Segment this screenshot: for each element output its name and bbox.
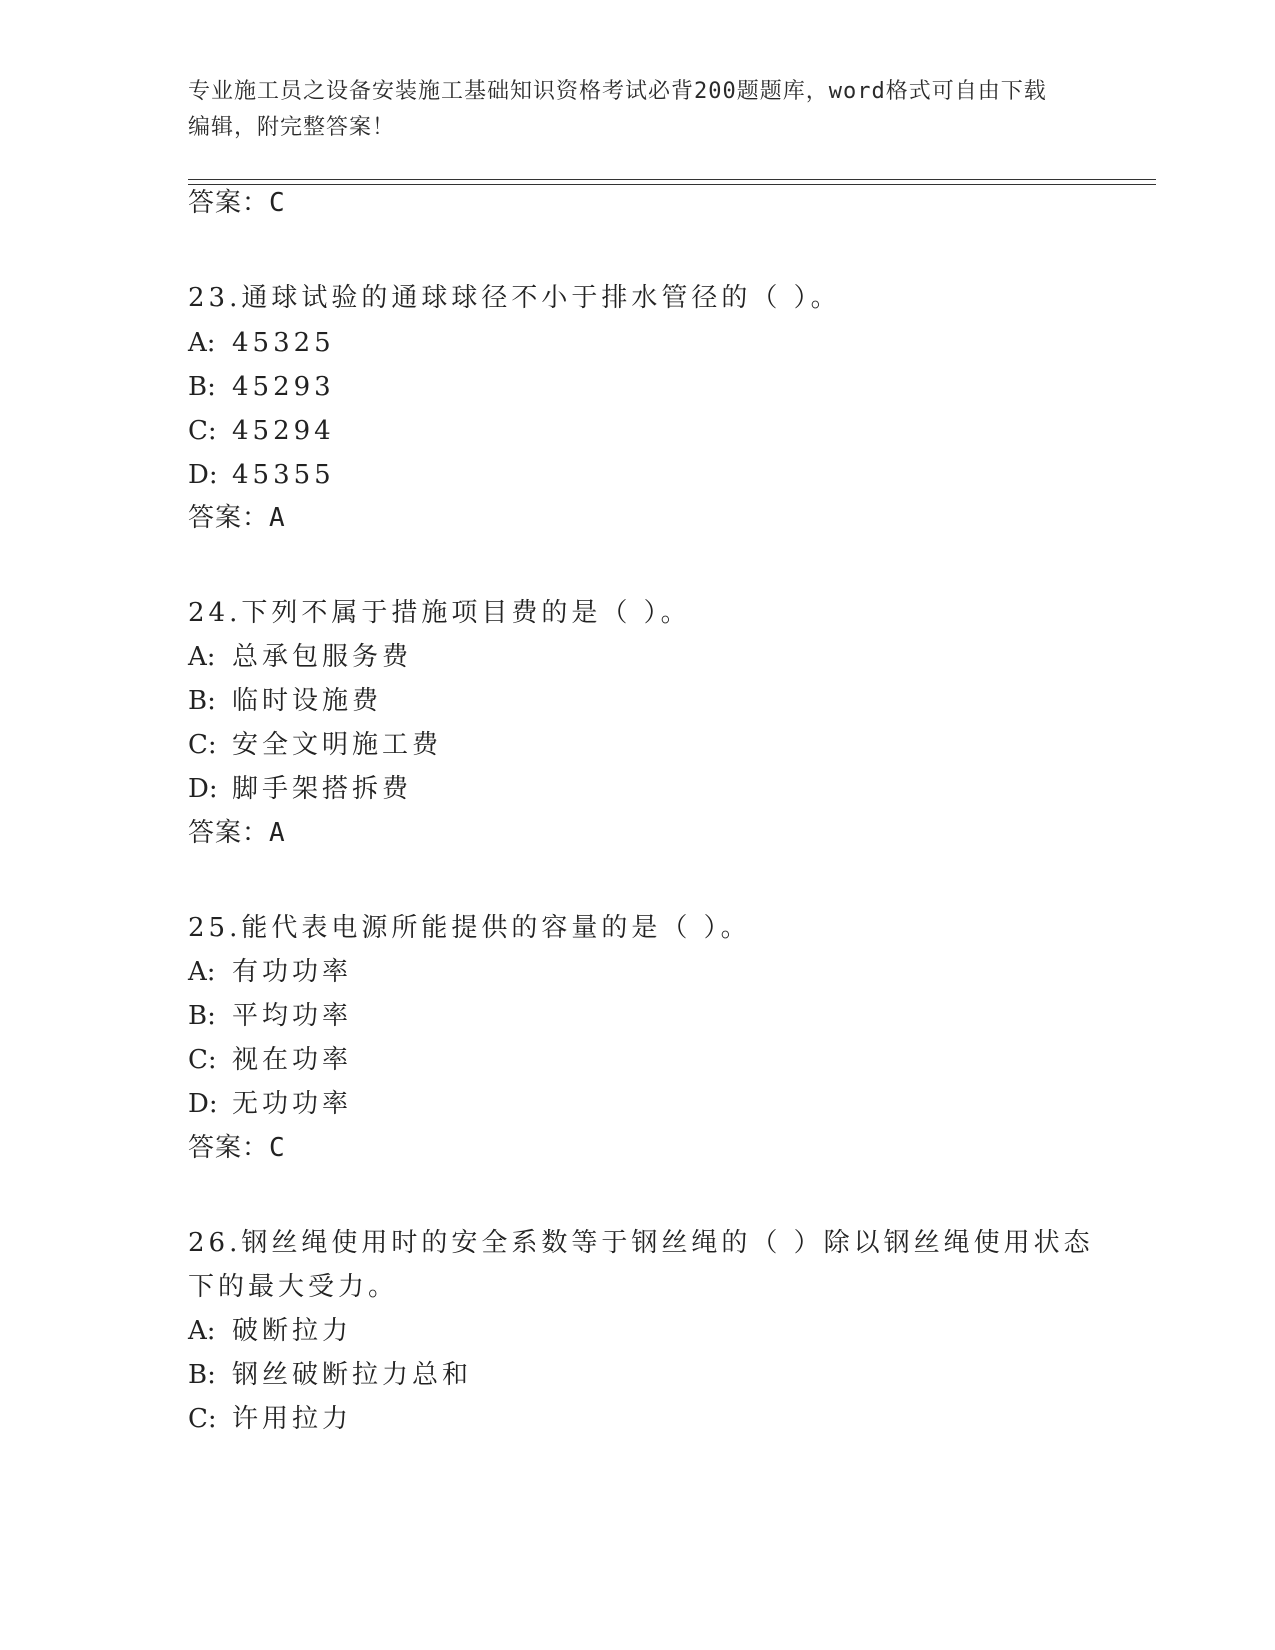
option-text: 45325 [232, 328, 335, 358]
option-c [188, 1402, 352, 1436]
option-b [188, 1358, 472, 1392]
option-key: A: [188, 642, 216, 672]
option-text: 45293 [232, 372, 335, 402]
question-text-continued: 下的最大受力。 [188, 1272, 399, 1302]
option-d [188, 458, 335, 492]
answer-value: A [269, 503, 286, 533]
option-b [188, 999, 352, 1033]
option-text: 45294 [232, 416, 335, 446]
option-d [188, 1087, 352, 1121]
option-c [188, 414, 335, 448]
option-text: 破断拉力 [232, 1316, 353, 1346]
answer-label: 答案： [188, 818, 270, 848]
option-text: 视在功率 [232, 1045, 353, 1075]
answer-line [188, 816, 286, 850]
answer-value: C [269, 1133, 286, 1163]
option-key: A: [188, 957, 216, 987]
option-c [188, 1043, 352, 1077]
question-text: 23.通球试验的通球球径不小于排水管径的（ ）。 [188, 283, 841, 313]
answer-label: 答案： [188, 188, 270, 218]
option-key: A: [188, 328, 216, 358]
option-text: 钢丝破断拉力总和 [232, 1360, 473, 1390]
option-text: 脚手架搭拆费 [232, 774, 413, 804]
answer-line [188, 1131, 286, 1165]
answer-line [188, 186, 286, 220]
option-key: B: [188, 686, 216, 716]
option-key: B: [188, 1001, 216, 1031]
header-divider-bottom [188, 184, 1156, 185]
option-text: 许用拉力 [232, 1404, 353, 1434]
option-a [188, 1314, 352, 1348]
option-text: 45355 [232, 460, 335, 490]
header-divider-top [188, 179, 1156, 180]
option-key: D: [188, 1089, 218, 1119]
option-text: 平均功率 [232, 1001, 353, 1031]
option-key: D: [188, 460, 218, 490]
option-a [188, 640, 412, 674]
option-text: 有功功率 [232, 957, 353, 987]
option-b [188, 684, 382, 718]
option-key: C: [188, 1404, 217, 1434]
answer-value: A [269, 818, 286, 848]
option-c [188, 728, 442, 762]
option-text: 安全文明施工费 [232, 730, 443, 760]
answer-line [188, 501, 286, 535]
answer-label: 答案： [188, 1133, 270, 1163]
option-key: A: [188, 1316, 216, 1346]
answer-label: 答案： [188, 503, 270, 533]
option-key: B: [188, 372, 216, 402]
answer-value: C [269, 188, 286, 218]
option-text: 总承包服务费 [232, 642, 413, 672]
option-text: 临时设施费 [232, 686, 383, 716]
page-header-title: 专业施工员之设备安装施工基础知识资格考试必背200题题库，word格式可自由下载编辑，附完整答案！ [188, 79, 1047, 140]
option-a [188, 955, 352, 989]
question-text: 26.钢丝绳使用时的安全系数等于钢丝绳的（ ）除以钢丝绳使用状态 [188, 1228, 1094, 1258]
option-key: C: [188, 1045, 217, 1075]
option-key: C: [188, 416, 217, 446]
question-text: 25.能代表电源所能提供的容量的是（ ）。 [188, 913, 751, 943]
option-b [188, 370, 335, 404]
option-d [188, 772, 412, 806]
option-a [188, 326, 335, 360]
option-text: 无功功率 [232, 1089, 353, 1119]
question-text: 24.下列不属于措施项目费的是（ ）。 [188, 598, 691, 628]
option-key: B: [188, 1360, 216, 1390]
option-key: C: [188, 730, 217, 760]
option-key: D: [188, 774, 218, 804]
